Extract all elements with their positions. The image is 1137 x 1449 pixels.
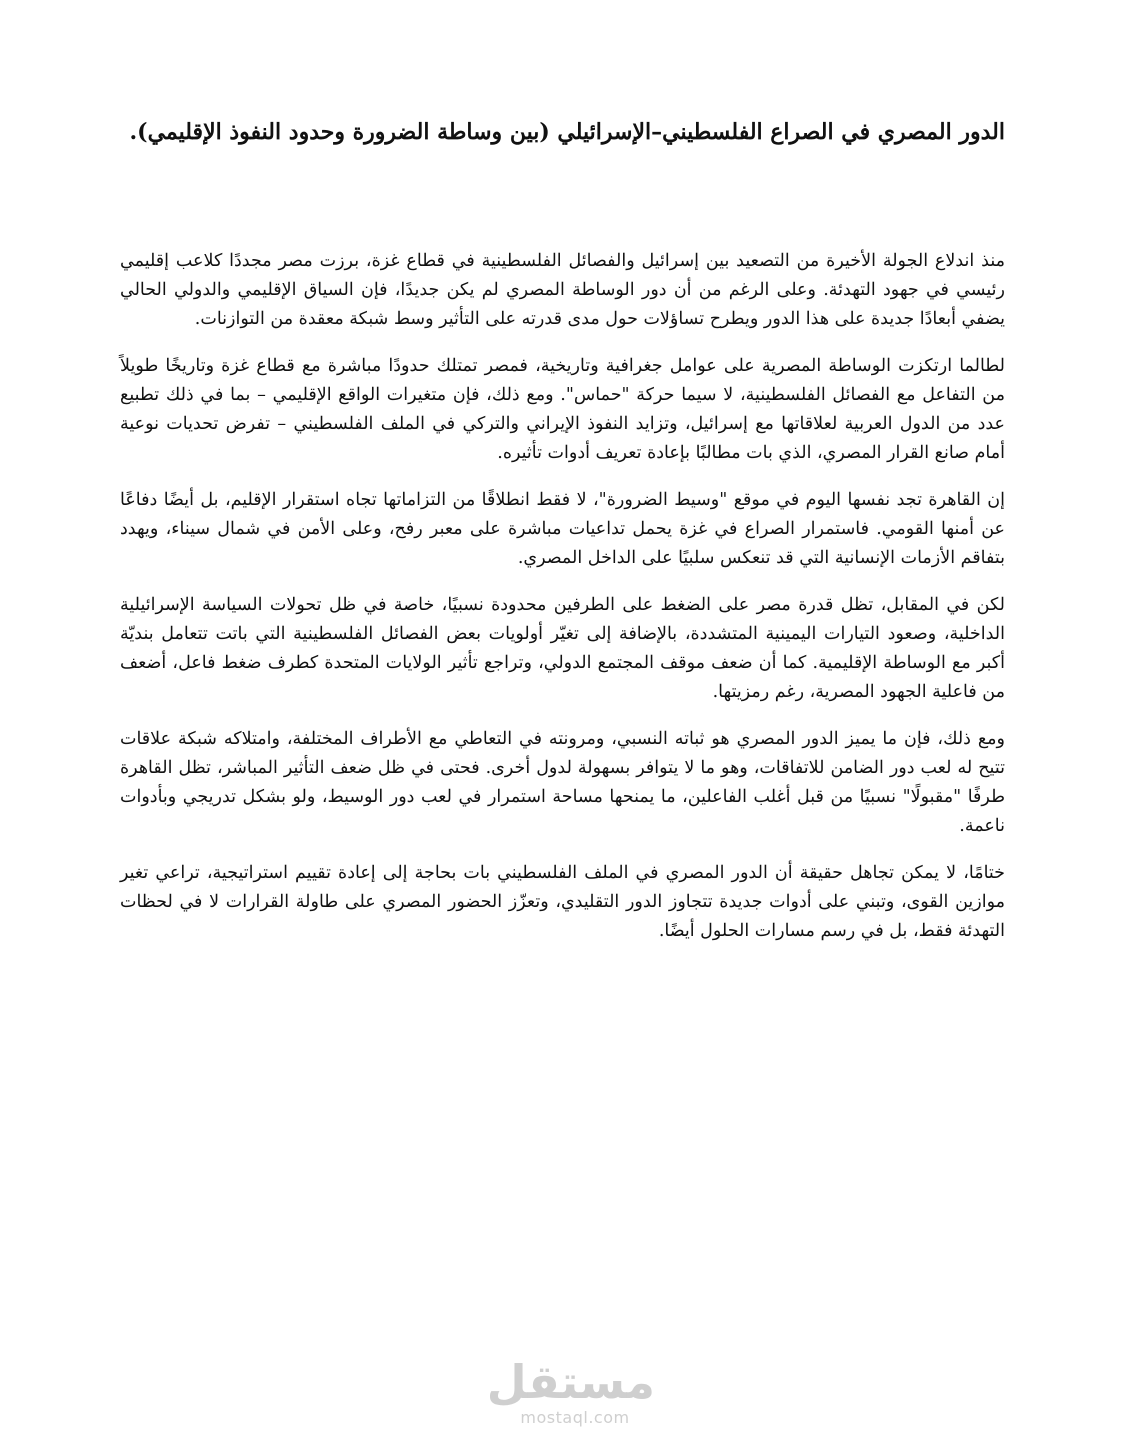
document-body — [120, 247, 1005, 964]
watermark-site: mostaql.com — [520, 1408, 630, 1427]
paragraph-2: لطالما ارتكزت الوساطة المصرية على عوامل جغرافية وتاريخية، فمصر تمتلك حدودًا مباشرة مع قطاع غزة وتاريخًا طويلاً من التفاعل مع الفصائل الفلسطينية، لا سيما حركة "حماس". ومع ذلك، فإن متغيرات الواقع الإقليمي – بما في ذلك تطبيع عدد من الدول العربية لعلاقاتها مع إسرائيل، وتزايد النفوذ الإيراني والتركي في الملف الفلسطيني – تفرض تحديات نوعية أمام صانع القرار المصري، الذي بات مطالبًا بإعادة تعريف أدوات تأثيره. — [120, 356, 1005, 463]
document-title: الدور المصري في الصراع الفلسطيني–الإسرائيلي (بين وساطة الضرورة وحدود النفوذ الإقليمي). — [129, 119, 1005, 145]
paragraph-1: منذ اندلاع الجولة الأخيرة من التصعيد بين إسرائيل والفصائل الفلسطينية في قطاع غزة، برزت مصر مجددًا كلاعب إقليمي رئيسي في جهود التهدئة. وعلى الرغم من أن دور الوساطة المصري لم يكن جديدًا، فإن السياق الإقليمي والدولي الحالي يضفي أبعادًا جديدة على هذا الدور ويطرح تساؤلات حول مدى قدرته على التأثير وسط شبكة معقدة من التوازنات. — [120, 251, 1005, 329]
paragraph-4: لكن في المقابل، تظل قدرة مصر على الضغط على الطرفين محدودة نسبيًا، خاصة في ظل تحولات السياسة الإسرائيلية الداخلية، وصعود التيارات اليمينية المتشددة، بالإضافة إلى تغيّر أولويات بعض الفصائل الفلسطينية التي باتت تتعامل بنديّة أكبر مع الوساطة الإقليمية. كما أن ضعف موقف المجتمع الدولي، وتراجع تأثير الولايات المتحدة كطرف ضغط فاعل، أضعف من فاعلية الجهود المصرية، رغم رمزيتها. — [120, 595, 1005, 702]
paragraph-6: ختامًا، لا يمكن تجاهل حقيقة أن الدور المصري في الملف الفلسطيني بات بحاجة إلى إعادة تقييم استراتيجية، تراعي تغير موازين القوى، وتبني على أدوات جديدة تتجاوز الدور التقليدي، وتعزّز الحضور المصري على طاولة القرارات لا في لحظات التهدئة فقط، بل في رسم مسارات الحلول أيضًا. — [120, 863, 1005, 941]
paragraph-5: ومع ذلك، فإن ما يميز الدور المصري هو ثباته النسبي، ومرونته في التعاطي مع الأطراف المختلفة، وامتلاكه شبكة علاقات تتيح له لعب دور الضامن للاتفاقات، وهو ما لا يتوافر بسهولة لدول أخرى. فحتى في ظل ضعف التأثير المباشر، تظل القاهرة طرفًا "مقبولًا" نسبيًا من قبل أغلب الفاعلين، ما يمنحها مساحة استمرار في لعب دور الوسيط، ولو بشكل تدريجي وبأدوات ناعمة. — [120, 729, 1005, 836]
watermark-logo-text: مستقل — [486, 1355, 655, 1409]
paragraph-3: إن القاهرة تجد نفسها اليوم في موقع "وسيط الضرورة"، لا فقط انطلاقًا من التزاماتها تجاه استقرار الإقليم، بل أيضًا دفاعًا عن أمنها القومي. فاستمرار الصراع في غزة يحمل تداعيات مباشرة على معبر رفح، وعلى الأمن في شمال سيناء، ويهدد بتفاقم الأزمات الإنسانية التي قد تنعكس سلبيًا على الداخل المصري. — [120, 490, 1005, 568]
mostaql-watermark — [486, 1355, 655, 1435]
